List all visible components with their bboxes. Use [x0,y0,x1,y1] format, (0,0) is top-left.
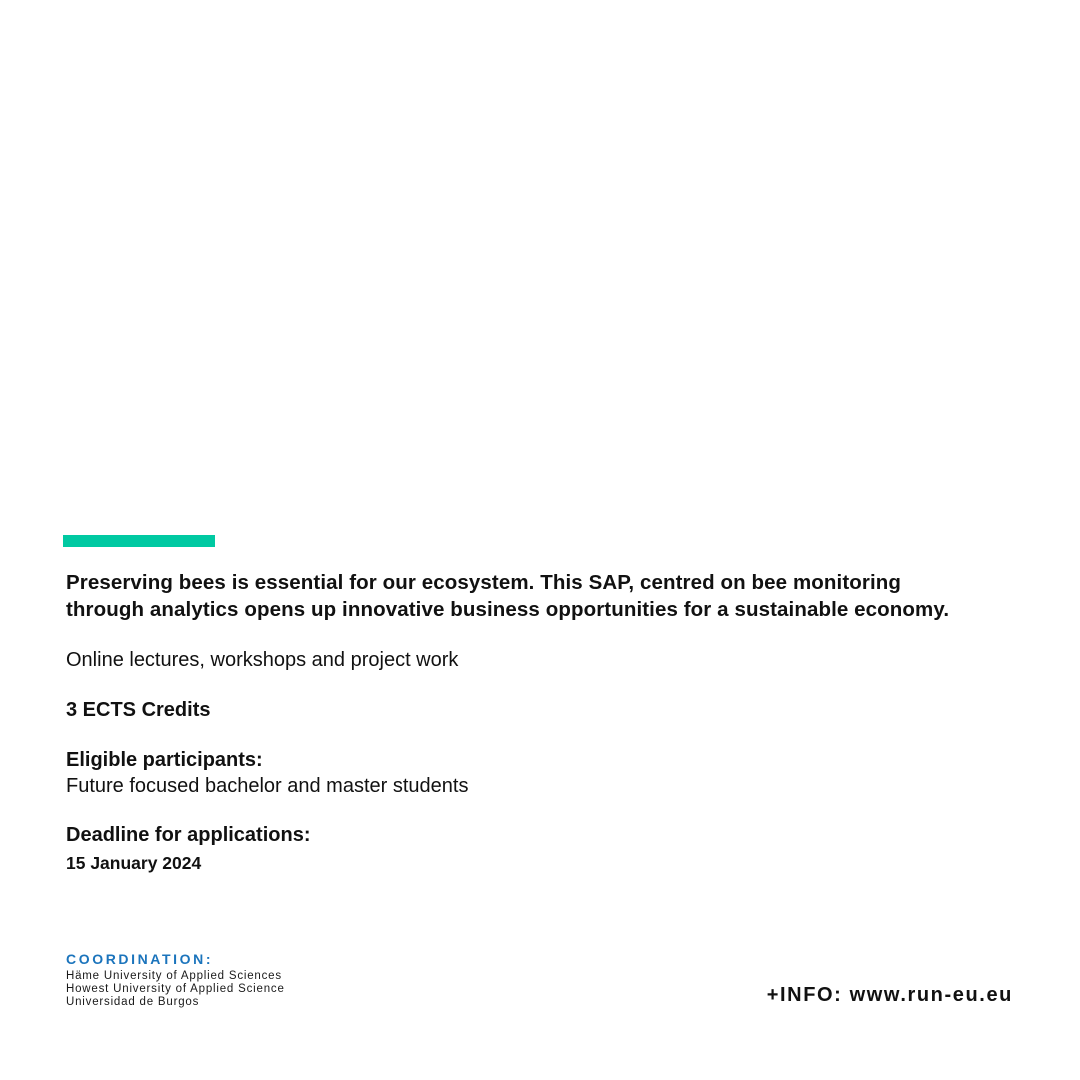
ects-credits-text: 3 ECTS Credits [66,699,211,721]
coordination-org-howest: Howest University of Applied Science [66,983,285,996]
coordination-organizations [66,970,285,1010]
headline-line-2: through analytics opens up innovative business opportunities for a sustainable economy. [66,598,950,621]
eligible-participants-value: Future focused bachelor and master students [66,775,469,797]
coordination-org-burgos: Universidad de Burgos [66,996,200,1009]
deadline-date: 15 January 2024 [66,853,202,873]
accent-bar [63,535,215,547]
headline [66,569,949,623]
headline-line-1: Preserving bees is essential for our ecosystem. This SAP, centred on bee monitoring [66,571,902,594]
coordination-org-hame: Häme University of Applied Sciences [66,970,282,982]
info-url: +INFO: www.run-eu.eu [766,984,1013,1006]
programme-format-text: Online lectures, workshops and project work [66,649,459,671]
deadline-label: Deadline for applications: [66,824,311,846]
coordination-label: COORDINATION: [66,951,214,967]
eligible-participants-label: Eligible participants: [66,749,263,771]
